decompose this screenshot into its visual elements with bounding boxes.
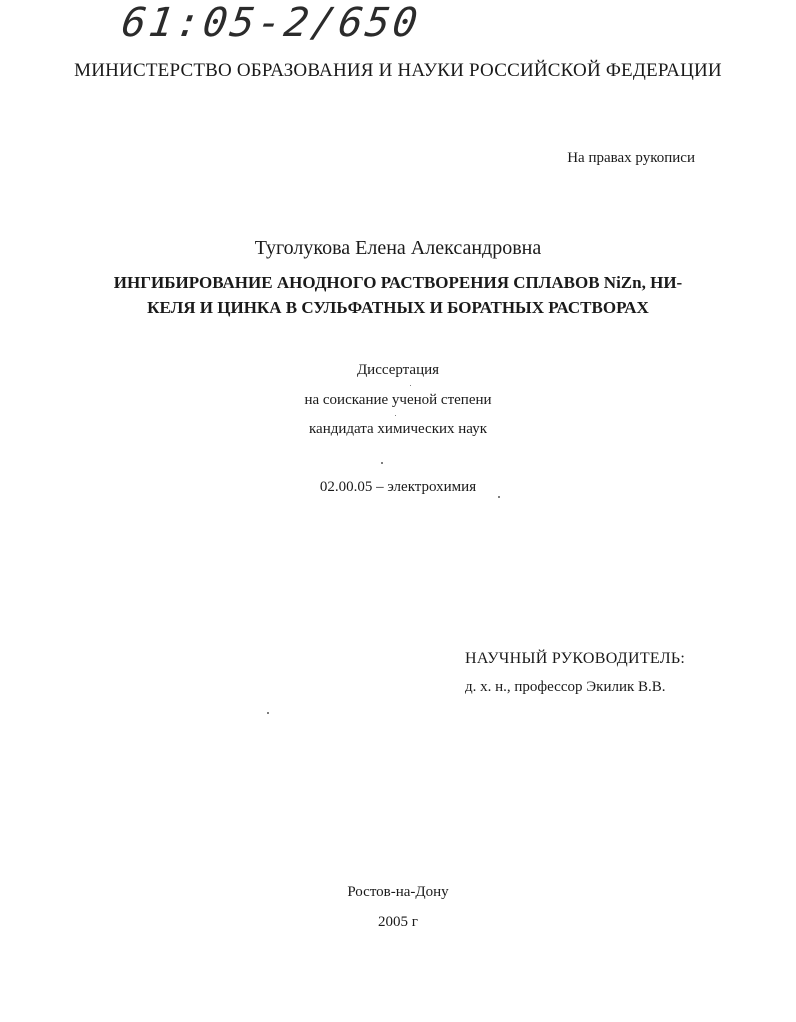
scan-speck	[410, 385, 411, 386]
thesis-degree-line: на соискание ученой степени	[304, 392, 492, 408]
handwritten-catalog-number: 61:05-2/650	[118, 0, 424, 46]
supervisor-label: НАУЧНЫЙ РУКОВОДИТЕЛЬ:	[465, 650, 686, 667]
city: Ростов-на-Дону	[347, 884, 449, 900]
supervisor-name: д. х. н., профессор Экилик В.В.	[465, 679, 666, 695]
author-name: Туголукова Елена Александровна	[254, 237, 542, 259]
thesis-degree-field: кандидата химических наук	[308, 421, 487, 437]
scan-speck	[498, 496, 500, 498]
thesis-type: Диссертация	[356, 362, 440, 378]
dissertation-title: ИНГИБИРОВАНИЕ АНОДНОГО РАСТВОРЕНИЯ СПЛАВОВ NiZn, НИ-КЕЛЯ И ЦИНКА В СУЛЬФАТНЫХ И БОРАТНЫХ РАСТВОРАХ	[113, 273, 683, 317]
scan-speck	[395, 415, 396, 416]
scan-speck	[381, 462, 383, 464]
rights-note: На правах рукописи	[567, 150, 695, 166]
ministry-header: МИНИСТЕРСТВО ОБРАЗОВАНИЯ И НАУКИ РОССИЙСКОЙ ФЕДЕРАЦИИ	[74, 60, 722, 81]
year: 2005 г	[378, 914, 418, 930]
scan-speck	[267, 712, 269, 714]
specialty-code: 02.00.05 – электрохимия	[319, 479, 477, 495]
